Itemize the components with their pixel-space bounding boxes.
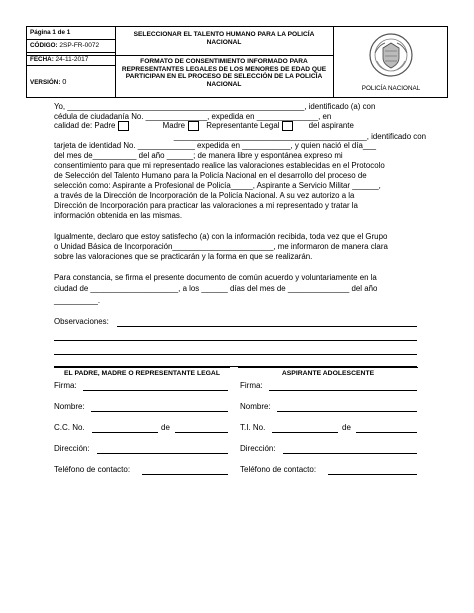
observaciones-line-1[interactable] [117,326,417,327]
line-7: consentimiento para que mi representado realice las valoraciones establecidas en el Protocolo [54,161,385,170]
left-direccion-label: Dirección: [54,444,90,453]
line-3 [54,121,426,131]
left-signature-title: EL PADRE, MADRE O REPRESENTANTE LEGAL [54,367,230,377]
police-seal-logo [355,31,427,79]
line-2: cédula de ciudadanía No. ______________, expedida en ______________, en [54,112,332,121]
line-4: ____________________________________________, identificado con [173,132,426,141]
ti-number-field[interactable] [272,432,338,433]
p3-line-3: __________. [54,296,101,305]
right-firma-label: Firma: [240,381,263,390]
representante-label: Representante Legal [206,121,280,131]
right-telefono-label: Teléfono de contacto: [240,465,317,474]
padre-label: calidad de: Padre [54,121,116,131]
observaciones-line-2[interactable] [54,340,417,341]
p2-line-2: o Unidad Básica de Incorporación_______________________, me informaron de manera clara [54,242,388,251]
ti-label: T.I. No. [240,423,266,432]
padre-checkbox[interactable] [118,121,129,131]
form-title: FORMATO DE CONSENTIMIENTO INFORMADO PARA REPRESENTANTES LEGALES DE LOS MENORES DE EDAD QUE PARTICIPAN EN EL PROCESO DE SELECCIÓN DE LA POLICÍA NACIONAL [121,58,327,88]
left-direccion-field[interactable] [97,453,228,454]
left-firma-label: Firma: [54,381,77,390]
left-firma-field[interactable] [83,390,228,391]
aspirante-label: del aspirante [308,121,354,131]
version-field [30,77,66,86]
p2-line-1: Igualmente, declaro que estoy satisfecho (a) con la información recibida, toda vez que el Grupo [54,232,388,241]
left-nombre-label: Nombre: [54,402,85,411]
page-number: Página 1 de 1 [30,29,71,36]
right-signature-title: ASPIRANTE ADOLESCENTE [238,367,418,377]
version-label: VERSIÓN: [30,79,61,86]
cc-expedicion-field[interactable] [175,432,228,433]
line-9: selección como: Aspirante a Profesional de Policía_____, Aspirante a Servicio Militar ______, [54,181,381,190]
line-10: a través de la Dirección de Incorporación de la Policía Nacional. A su vez autorizo a la [54,191,355,200]
right-nombre-field[interactable] [277,411,417,412]
line-6: del mes de__________ del año ______; de manera libre y espontánea expreso mi [54,151,343,160]
right-telefono-field[interactable] [328,474,417,475]
p3-line-2: ciudad de ____________________, a los ______ días del mes de ______________ del año [54,284,378,293]
right-firma-field[interactable] [269,390,417,391]
cc-number-field[interactable] [92,432,158,433]
fecha-field [30,56,88,63]
line-12: información obtenida en las mismas. [54,211,183,220]
right-nombre-label: Nombre: [240,402,271,411]
left-telefono-field[interactable] [142,474,228,475]
line-5: tarjeta de identidad No. _____________ expedida en ___________, y quien nació el día___ [54,141,377,150]
process-title: SELECCIONAR EL TALENTO HUMANO PARA LA POLICÍA NACIONAL [133,31,315,46]
p2-line-3: sobre las valoraciones que se practicarán y la forma en que se realizarán. [54,252,313,261]
codigo-label: CÓDIGO: [30,42,58,49]
cc-label: C.C. No. [54,423,85,432]
madre-checkbox[interactable] [188,121,199,131]
org-name: POLICÍA NACIONAL [361,85,421,92]
cc-de-label: de [161,423,170,432]
fecha-label: FECHA: [30,56,54,63]
codigo-field [30,42,99,49]
line-1: Yo, ______________________________________________________, identificado (a) con [54,102,376,111]
left-telefono-label: Teléfono de contacto: [54,465,131,474]
observaciones-line-3[interactable] [54,354,417,355]
fecha-value: 24-11-2017 [55,56,89,63]
representante-checkbox[interactable] [282,121,293,131]
right-direccion-field[interactable] [283,453,417,454]
madre-label: Madre [162,121,185,131]
line-11: Dirección de Incorporación para practicar las valoraciones a mi representado y tratar la [54,201,358,210]
ti-expedicion-field[interactable] [356,432,417,433]
version-value: 0 [62,77,67,86]
observaciones-label: Observaciones: [54,317,109,326]
codigo-value: 2SP-FR-0072 [59,42,100,49]
left-nombre-field[interactable] [91,411,228,412]
document-header [26,26,448,98]
right-direccion-label: Dirección: [240,444,276,453]
line-8: de Selección del Talento Humano para la Policía Nacional en el desarrollo del proceso de [54,171,367,180]
p3-line-1: Para constancia, se firma el presente documento de común acuerdo y voluntariamente en la [54,273,377,282]
ti-de-label: de [342,423,351,432]
